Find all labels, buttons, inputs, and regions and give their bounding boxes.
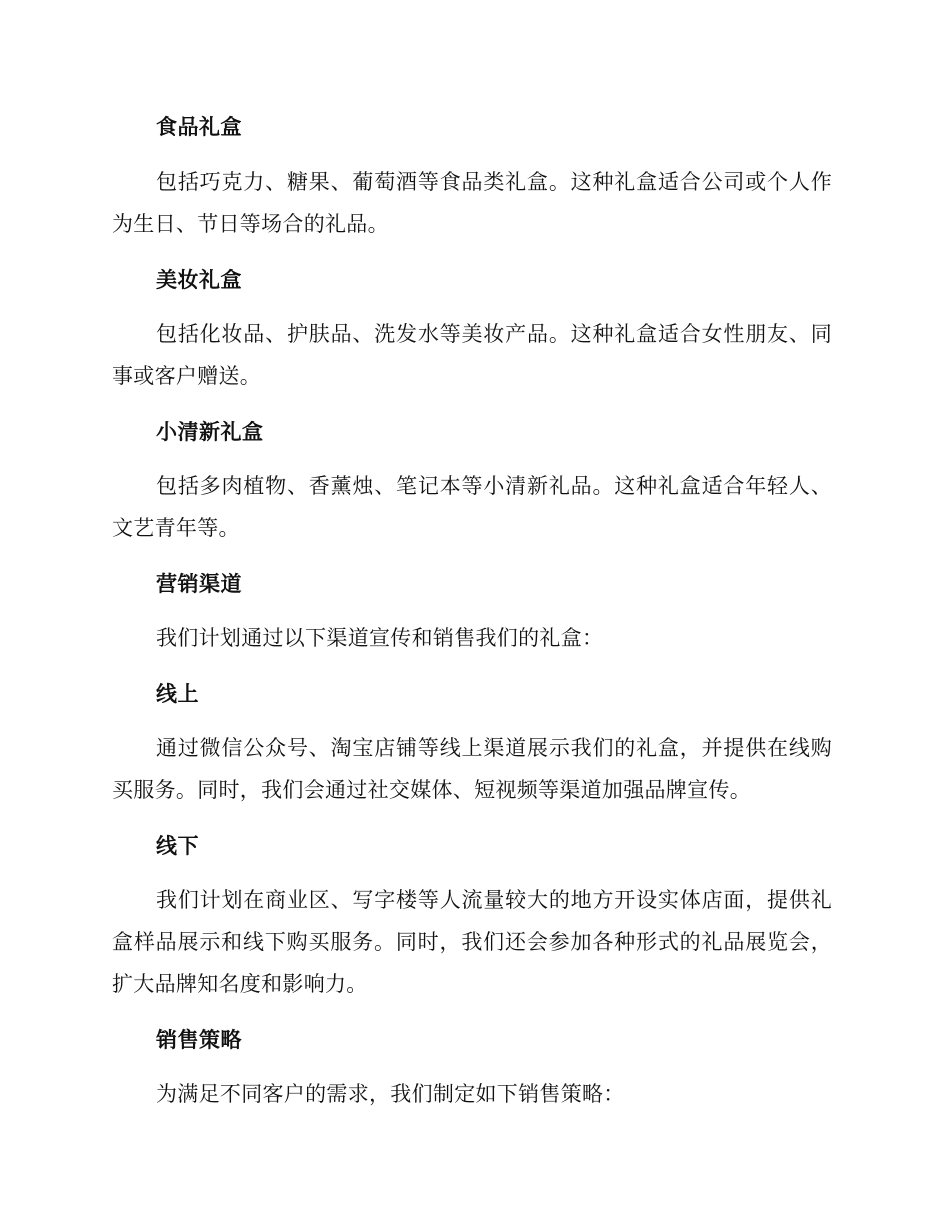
section-heading-online: 线上 <box>156 682 199 706</box>
section-paragraph-offline: 我们计划在商业区、写字楼等人流量较大的地方开设实体店面，提供礼盒样品展示和线下购买服务。同时，我们还会参加各种形式的礼品展览会，扩大品牌知名度和影响力。 <box>112 888 832 996</box>
section-paragraph-marketing-channels: 我们计划通过以下渠道宣传和销售我们的礼盒： <box>156 626 604 650</box>
section-heading-beauty-giftbox: 美妆礼盒 <box>156 268 242 292</box>
section-paragraph-beauty-giftbox: 包括化妆品、护肤品、洗发水等美妆产品。这种礼盒适合女性朋友、同事或客户赠送。 <box>112 322 832 388</box>
section-heading-sales-strategy: 销售策略 <box>156 1028 242 1052</box>
section-paragraph-fresh-giftbox: 包括多肉植物、香薰烛、笔记本等小清新礼品。这种礼盒适合年轻人、文艺青年等。 <box>112 474 832 540</box>
section-heading-marketing-channels: 营销渠道 <box>156 572 242 596</box>
section-paragraph-food-giftbox: 包括巧克力、糖果、葡萄酒等食品类礼盒。这种礼盒适合公司或个人作为生日、节日等场合的礼品。 <box>112 170 832 236</box>
section-paragraph-sales-strategy: 为满足不同客户的需求，我们制定如下销售策略： <box>156 1082 625 1106</box>
section-heading-offline: 线下 <box>156 834 199 858</box>
section-paragraph-online: 通过微信公众号、淘宝店铺等线上渠道展示我们的礼盒，并提供在线购买服务。同时，我们会通过社交媒体、短视频等渠道加强品牌宣传。 <box>112 736 832 802</box>
section-heading-food-giftbox: 食品礼盒 <box>156 115 242 139</box>
section-heading-fresh-giftbox: 小清新礼盒 <box>156 420 264 444</box>
